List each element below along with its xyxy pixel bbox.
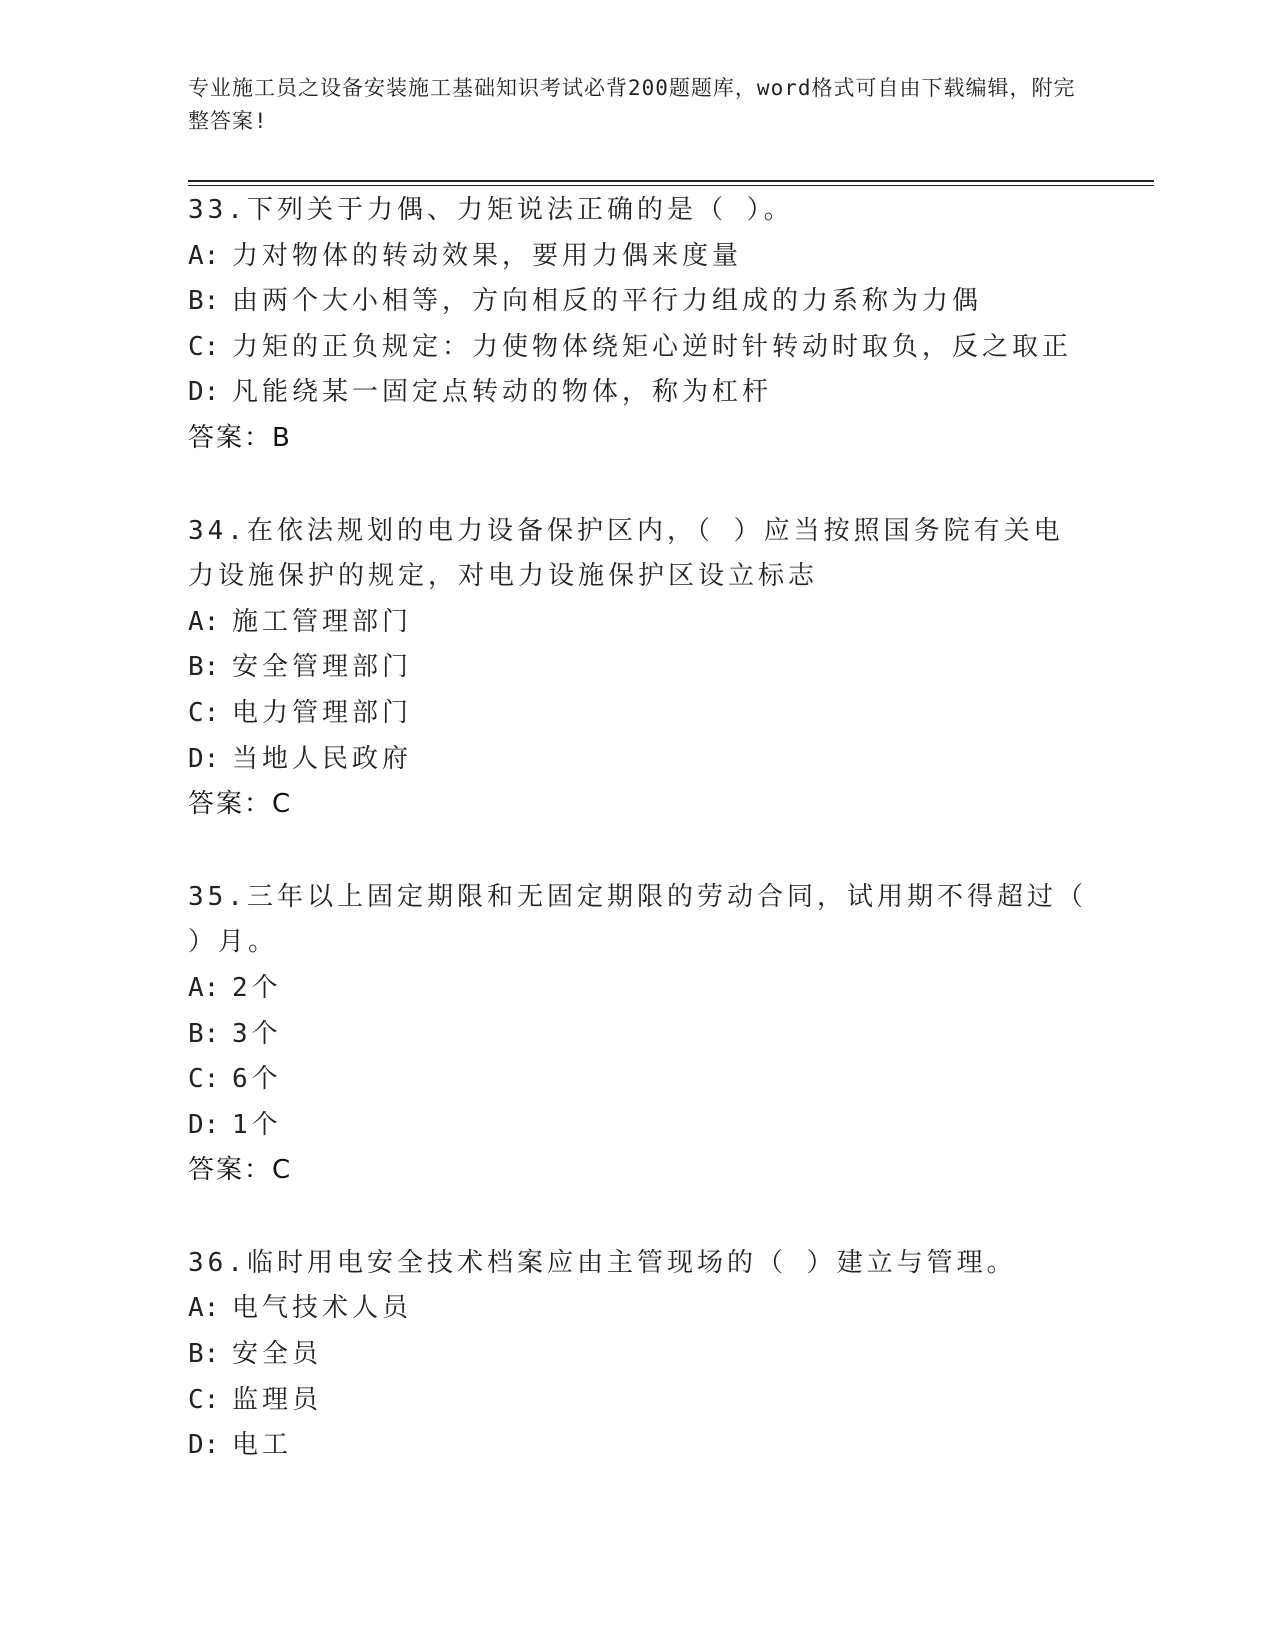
- option-c: [188, 1057, 1088, 1103]
- answer-label: 答案：B: [188, 422, 292, 453]
- option-d: [188, 737, 1088, 783]
- question-stem: 33.下列关于力偶、力矩说法正确的是（ ）。: [188, 195, 794, 225]
- option-letter: D:: [188, 1430, 220, 1461]
- option-letter: D:: [188, 377, 220, 408]
- option-letter: C:: [188, 697, 220, 728]
- option-text: 力矩的正负规定：力使物体绕矩心逆时针转动时取负，反之取正: [232, 331, 1073, 362]
- question-34: [188, 509, 1088, 828]
- header-divider-thick: [188, 180, 1154, 182]
- option-letter: A:: [188, 1293, 220, 1324]
- option-b: [188, 645, 1088, 691]
- option-text: 力对物体的转动效果，要用力偶来度量: [232, 240, 743, 271]
- option-d: [188, 370, 1088, 416]
- option-b: [188, 1332, 1088, 1378]
- option-text: 6个: [232, 1064, 282, 1095]
- option-letter: C:: [188, 1064, 220, 1095]
- option-text: 施工管理部门: [232, 606, 413, 637]
- option-text: 1个: [232, 1109, 282, 1140]
- option-b: [188, 1012, 1088, 1058]
- option-text: 由两个大小相等，方向相反的平行力组成的力系称为力偶: [232, 286, 983, 317]
- header-divider-thin: [188, 185, 1154, 186]
- option-a: [188, 600, 1088, 646]
- question-stem: 35.三年以上固定期限和无固定期限的劳动合同，试用期不得超过（ ）月。: [188, 881, 1087, 958]
- option-b: [188, 279, 1088, 325]
- option-text: 当地人民政府: [232, 743, 413, 774]
- question-stem: 36.临时用电安全技术档案应由主管现场的（ ）建立与管理。: [188, 1247, 1017, 1278]
- option-c: [188, 1378, 1088, 1424]
- question-36: [188, 1241, 1088, 1469]
- option-letter: A:: [188, 240, 220, 271]
- option-d: [188, 1103, 1088, 1149]
- question-stem: 34.在依法规划的电力设备保护区内，（ ）应当按照国务院有关电力设施保护的规定，对电力设施保护区设立标志: [188, 515, 1064, 592]
- option-text: 凡能绕某一固定点转动的物体，称为杠杆: [232, 377, 773, 408]
- option-letter: D:: [188, 743, 220, 774]
- option-letter: D:: [188, 1109, 220, 1140]
- question-35: [188, 875, 1088, 1194]
- question-list: [188, 188, 1088, 1516]
- option-c: [188, 691, 1088, 737]
- option-letter: C:: [188, 331, 220, 362]
- option-letter: B:: [188, 286, 220, 317]
- option-a: [188, 234, 1088, 280]
- option-a: [188, 1286, 1088, 1332]
- option-letter: B:: [188, 1018, 220, 1049]
- option-text: 2个: [232, 972, 282, 1003]
- option-letter: C:: [188, 1384, 220, 1415]
- option-text: 电气技术人员: [232, 1293, 413, 1324]
- option-text: 监理员: [232, 1384, 323, 1415]
- option-d: [188, 1423, 1088, 1469]
- option-text: 安全员: [232, 1339, 323, 1370]
- option-text: 电工: [232, 1430, 293, 1461]
- option-letter: A:: [188, 972, 220, 1003]
- option-letter: B:: [188, 652, 220, 683]
- option-letter: A:: [188, 606, 220, 637]
- option-letter: B:: [188, 1339, 220, 1370]
- option-text: 电力管理部门: [232, 697, 413, 728]
- option-a: [188, 966, 1088, 1012]
- option-c: [188, 325, 1088, 371]
- option-text: 安全管理部门: [232, 652, 413, 683]
- document-header-title: 专业施工员之设备安装施工基础知识考试必背200题题库，word格式可自由下载编辑，附完整答案!: [188, 76, 1076, 133]
- answer-label: 答案：C: [188, 789, 293, 820]
- answer-label: 答案：C: [188, 1155, 293, 1186]
- question-33: [188, 188, 1088, 462]
- option-text: 3个: [232, 1018, 282, 1049]
